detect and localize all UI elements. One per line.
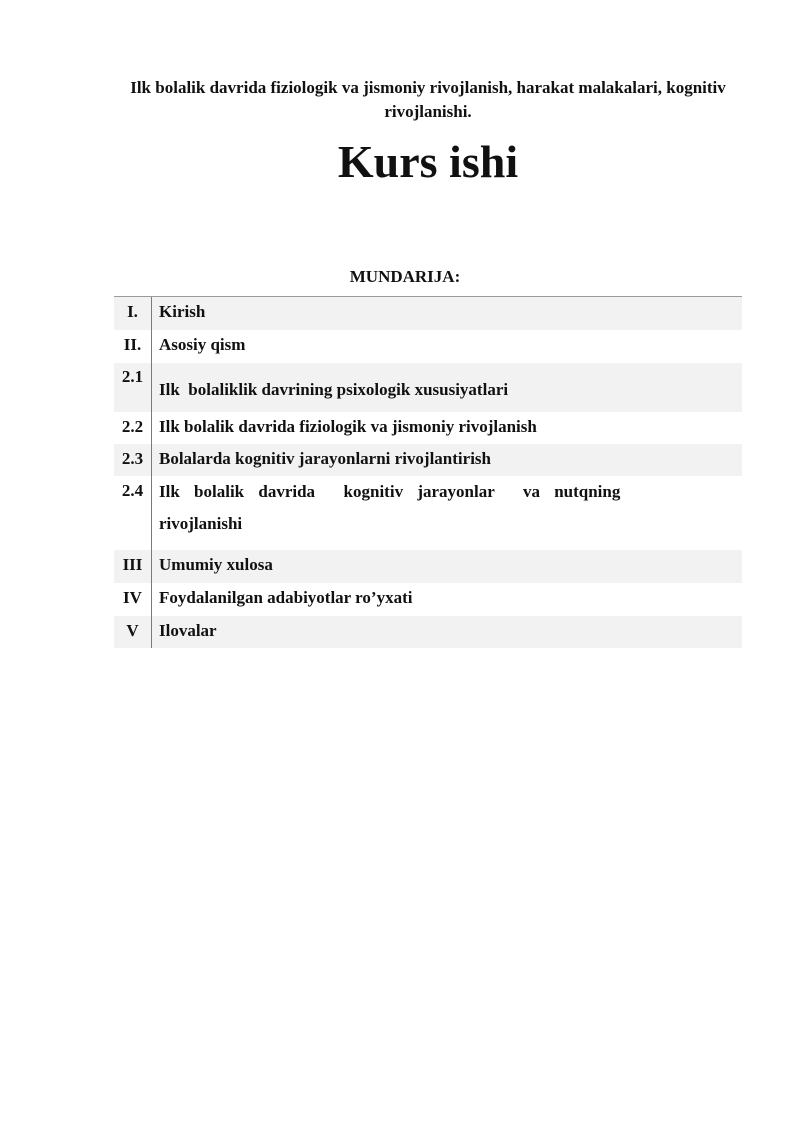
toc-row-kirish: [114, 297, 742, 330]
toc-row-ilovalar: [114, 616, 742, 648]
toc-label: Ilk bolaliklik davrining psixologik xususiyatlari: [159, 380, 509, 399]
table-of-contents: [114, 296, 742, 648]
toc-label: [152, 476, 649, 550]
toc-row-2-4: [114, 476, 742, 550]
toc-label-line-1: Ilk bolalik davrida kognitiv jarayonlar va nutqning: [159, 482, 621, 501]
toc-number: IV: [114, 583, 152, 616]
toc-number: V: [114, 616, 152, 648]
toc-number: 2.4: [114, 476, 152, 550]
document-title: Kurs ishi: [337, 136, 519, 187]
toc-row-2-2: [114, 412, 742, 444]
toc-label: Foydalanilgan adabiyotlar ro’yxati: [159, 588, 413, 607]
toc-row-asosiy-qism: [114, 330, 742, 363]
toc-heading: MUNDARIJA:: [349, 267, 461, 286]
toc-label: Ilovalar: [159, 621, 217, 640]
document-subtitle: Ilk bolalik davrida fiziologik va jismoniy rivojlanish, harakat malakalari, kognitiv rivojlanishi.: [130, 78, 726, 121]
toc-row-2-1: [114, 363, 742, 412]
toc-label: Ilk bolalik davrida fiziologik va jismoniy rivojlanish: [159, 417, 537, 436]
toc-row-umumiy-xulosa: [114, 550, 742, 583]
toc-number: 2.3: [114, 444, 152, 476]
toc-label: Asosiy qism: [159, 335, 246, 354]
toc-number: III: [114, 550, 152, 583]
toc-number: I.: [114, 297, 152, 330]
toc-number: 2.1: [114, 363, 152, 412]
toc-number: 2.2: [114, 412, 152, 444]
toc-row-2-3: [114, 444, 742, 476]
toc-label: Kirish: [159, 302, 206, 321]
toc-label: Umumiy xulosa: [159, 555, 273, 574]
toc-number: II.: [114, 330, 152, 363]
toc-row-adabiyotlar: [114, 583, 742, 616]
toc-label-line-2: rivojlanishi: [159, 514, 243, 533]
toc-label: Bolalarda kognitiv jarayonlarni rivojlantirish: [159, 449, 491, 468]
